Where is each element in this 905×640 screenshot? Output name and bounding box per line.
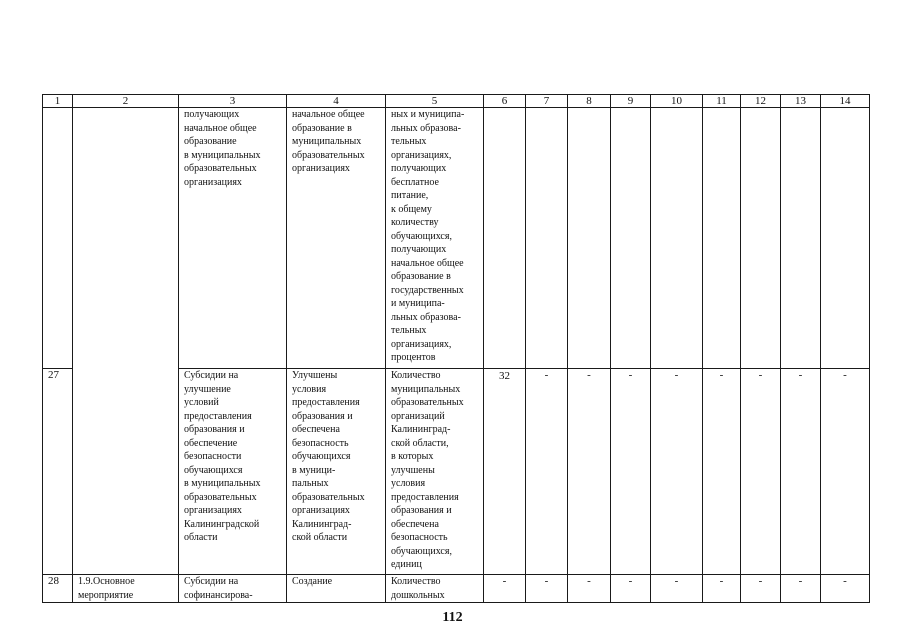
value-cell: - [651,575,703,603]
expected-result-cell: начальное общее образование в муниципальных образовательных организациях [287,108,386,369]
value-cell: - [821,369,870,575]
row-number-cell: 27 [43,369,73,575]
row-number-cell [43,108,73,369]
expected-result-cell: Улучшены условия предоставления образования и обеспечена безопасность обучающихся в муници- пальных образовательных организациях Калининград- ской области [287,369,386,575]
value-cell: - [741,575,781,603]
value-cell: - [821,575,870,603]
column-header-2: 2 [73,95,179,108]
value-cell: - [703,575,741,603]
column-header-1: 1 [43,95,73,108]
subsidy-name-cell: Субсидии на софинансирова- [179,575,287,603]
value-cell [651,108,703,369]
value-cell: - [526,369,568,575]
value-cell: - [526,575,568,603]
column-header-4: 4 [287,95,386,108]
value-cell: - [741,369,781,575]
value-cell: - [703,369,741,575]
subsidy-name-cell: получающих начальное общее образование в муниципальных образовательных организациях [179,108,287,369]
value-cell: - [484,575,526,603]
page-number: 112 [442,610,463,625]
expected-result-cell: Создание [287,575,386,603]
value-cell [781,108,821,369]
indicator-cell: Количество муниципальных образовательных организаций Калининград- ской области, в которых улучшены условия предоставления образования и обеспечена безопасность обучающихся, единиц [386,369,484,575]
measure-name-cell [73,108,179,575]
column-header-13: 13 [781,95,821,108]
value-cell: - [568,369,611,575]
column-header-9: 9 [611,95,651,108]
value-cell [484,108,526,369]
column-header-5: 5 [386,95,484,108]
column-header-12: 12 [741,95,781,108]
subsidy-name-cell: Субсидии на улучшение условий предоставления образования и обеспечение безопасности обучающихся в муниципальных образовательных организациях Калининградской области [179,369,287,575]
value-cell [703,108,741,369]
value-cell: - [781,575,821,603]
value-cell: - [611,575,651,603]
column-header-6: 6 [484,95,526,108]
value-cell: - [651,369,703,575]
table-row [43,108,870,369]
value-cell [526,108,568,369]
document-table [42,94,870,603]
value-cell [611,108,651,369]
value-cell: 32 [484,369,526,575]
column-header-3: 3 [179,95,287,108]
measure-name-cell: 1.9.Основное мероприятие [73,575,179,603]
indicator-cell: ных и муниципа- льных образова- тельных организациях, получающих бесплатное питание, к общему количеству обучающихся, получающих начальное общее образование в государственных и муниципа- льных образова- тельных организациях, процентов [386,108,484,369]
column-header-8: 8 [568,95,611,108]
value-cell [821,108,870,369]
value-cell: - [568,575,611,603]
column-header-10: 10 [651,95,703,108]
value-cell: - [611,369,651,575]
table-row [43,575,870,603]
value-cell [568,108,611,369]
indicator-cell: Количество дошкольных [386,575,484,603]
column-header-14: 14 [821,95,870,108]
value-cell [741,108,781,369]
column-number-header-row [43,95,870,108]
value-cell: - [781,369,821,575]
column-header-11: 11 [703,95,741,108]
row-number-cell: 28 [43,575,73,603]
column-header-7: 7 [526,95,568,108]
